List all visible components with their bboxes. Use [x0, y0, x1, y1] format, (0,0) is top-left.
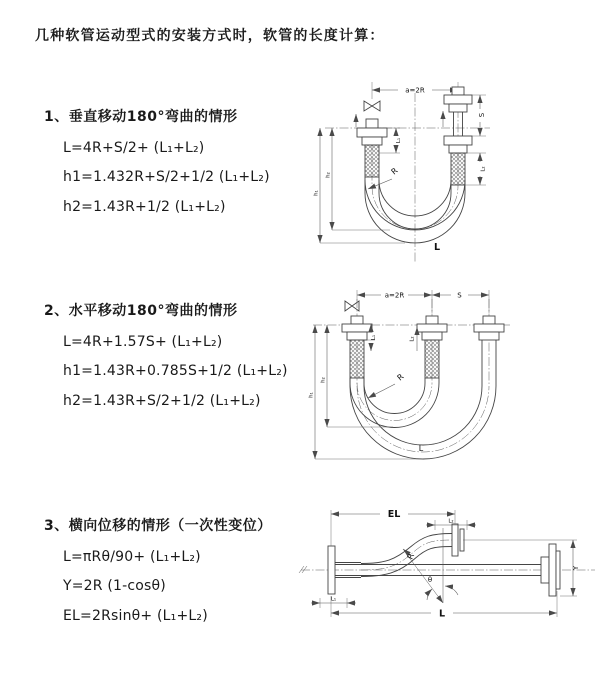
section-2-formula-h2: h2=1.43R+S/2+1/2 (L₁+L₂): [63, 392, 261, 409]
dim-label-l2: L₂: [448, 518, 454, 525]
section-1-heading: 1、垂直移动180°弯曲的情形: [44, 109, 238, 125]
dimension-l1: [311, 597, 356, 609]
dim-label-h1: h₁: [313, 190, 320, 196]
dim-label-l2: L₂: [409, 336, 416, 342]
diagram-lateral-displacement: [295, 500, 600, 650]
dim-label-h2: h₂: [320, 377, 327, 383]
dimension-el: [331, 509, 455, 546]
hose-u-bend: [350, 345, 496, 459]
radius-label: R: [389, 166, 400, 177]
section-2-heading: 2、水平移动180°弯曲的情形: [44, 303, 238, 319]
dim-label-h2: h₂: [325, 172, 332, 178]
dimension-s: [472, 95, 486, 136]
section-vertical-movement: [44, 106, 270, 215]
section-2-formula-h1: h1=1.43R+0.785S+1/2 (L₁+L₂): [63, 363, 288, 379]
middle-pipe-assembly: [417, 316, 447, 378]
radius-label: R: [405, 552, 417, 561]
dimension-span-top: [357, 290, 489, 313]
dimension-h1: [314, 128, 406, 243]
diagram-vertical-180-bend: [310, 75, 595, 270]
dimension-l2: [426, 519, 476, 531]
centerlines: [313, 299, 510, 452]
braided-hose-section: [350, 340, 364, 378]
dimension-y: [463, 540, 580, 596]
page-title: 几种软管运动型式的安装方式时，软管的长度计算：: [35, 28, 385, 44]
dim-label-a2r: a=2R: [384, 291, 405, 300]
axis-break-mark: [299, 566, 307, 573]
section-horizontal-movement: [44, 300, 288, 409]
upper-flange-assembly: [452, 524, 464, 556]
dimension-h1: [309, 325, 424, 459]
section-3-formula-Y: Y=2R (1-cosθ): [63, 578, 166, 594]
dimension-l2: [410, 327, 418, 351]
braided-hose-section: [451, 153, 465, 185]
section-3-heading: 3、横向位移的情形（一次性变位）: [44, 518, 272, 534]
radius-callout: [368, 372, 406, 398]
dim-label-y: Y: [572, 565, 580, 571]
dimension-l2: [465, 153, 487, 185]
left-pipe-assembly: [357, 119, 387, 193]
section-3-formula-EL: EL=2Rsinθ+ (L₁+L₂): [63, 607, 208, 624]
theta-label: θ: [427, 576, 433, 584]
dim-label-s: S: [478, 112, 486, 118]
section-1-formula-h1: h1=1.432R+S/2+1/2 (L₁+L₂): [63, 169, 270, 185]
length-label: L: [438, 608, 446, 620]
dim-label-h1: h₁: [308, 392, 315, 398]
dim-label-s: S: [457, 291, 462, 300]
dim-label-l1: L₁: [371, 334, 377, 341]
dim-label-l1: L₁: [330, 596, 337, 603]
diagram-horizontal-180-bend: [305, 283, 600, 473]
dim-label-l1: L₁: [396, 137, 402, 144]
angle-theta: [405, 528, 458, 603]
right-flange-assembly: [541, 544, 560, 596]
length-label: L: [433, 242, 441, 253]
length-label: L: [418, 444, 424, 453]
dimension-l: [331, 591, 557, 620]
dim-label-l2: L₂: [480, 166, 487, 172]
braided-hose-section: [425, 340, 439, 378]
section-2-formula-L: L=4R+1.57S+ (L₁+L₂): [63, 333, 223, 350]
radius-label: R: [395, 372, 406, 383]
valve-icon: [364, 101, 380, 111]
right-pipe-assembly: [474, 316, 504, 345]
dim-label-el: EL: [387, 509, 401, 520]
section-3-formula-L: L=πRθ/90+ (L₁+L₂): [63, 548, 201, 565]
right-pipe-assembly: [444, 87, 472, 193]
section-1-formula-h2: h2=1.43R+1/2 (L₁+L₂): [63, 198, 226, 215]
braided-hose-section: [365, 145, 379, 177]
dim-label-a2r: a=2R: [405, 86, 425, 95]
section-lateral-displacement: [44, 515, 272, 624]
section-1-formula-L: L=4R+S/2+ (L₁+L₂): [63, 139, 205, 156]
left-pipe-assembly: [342, 316, 372, 378]
